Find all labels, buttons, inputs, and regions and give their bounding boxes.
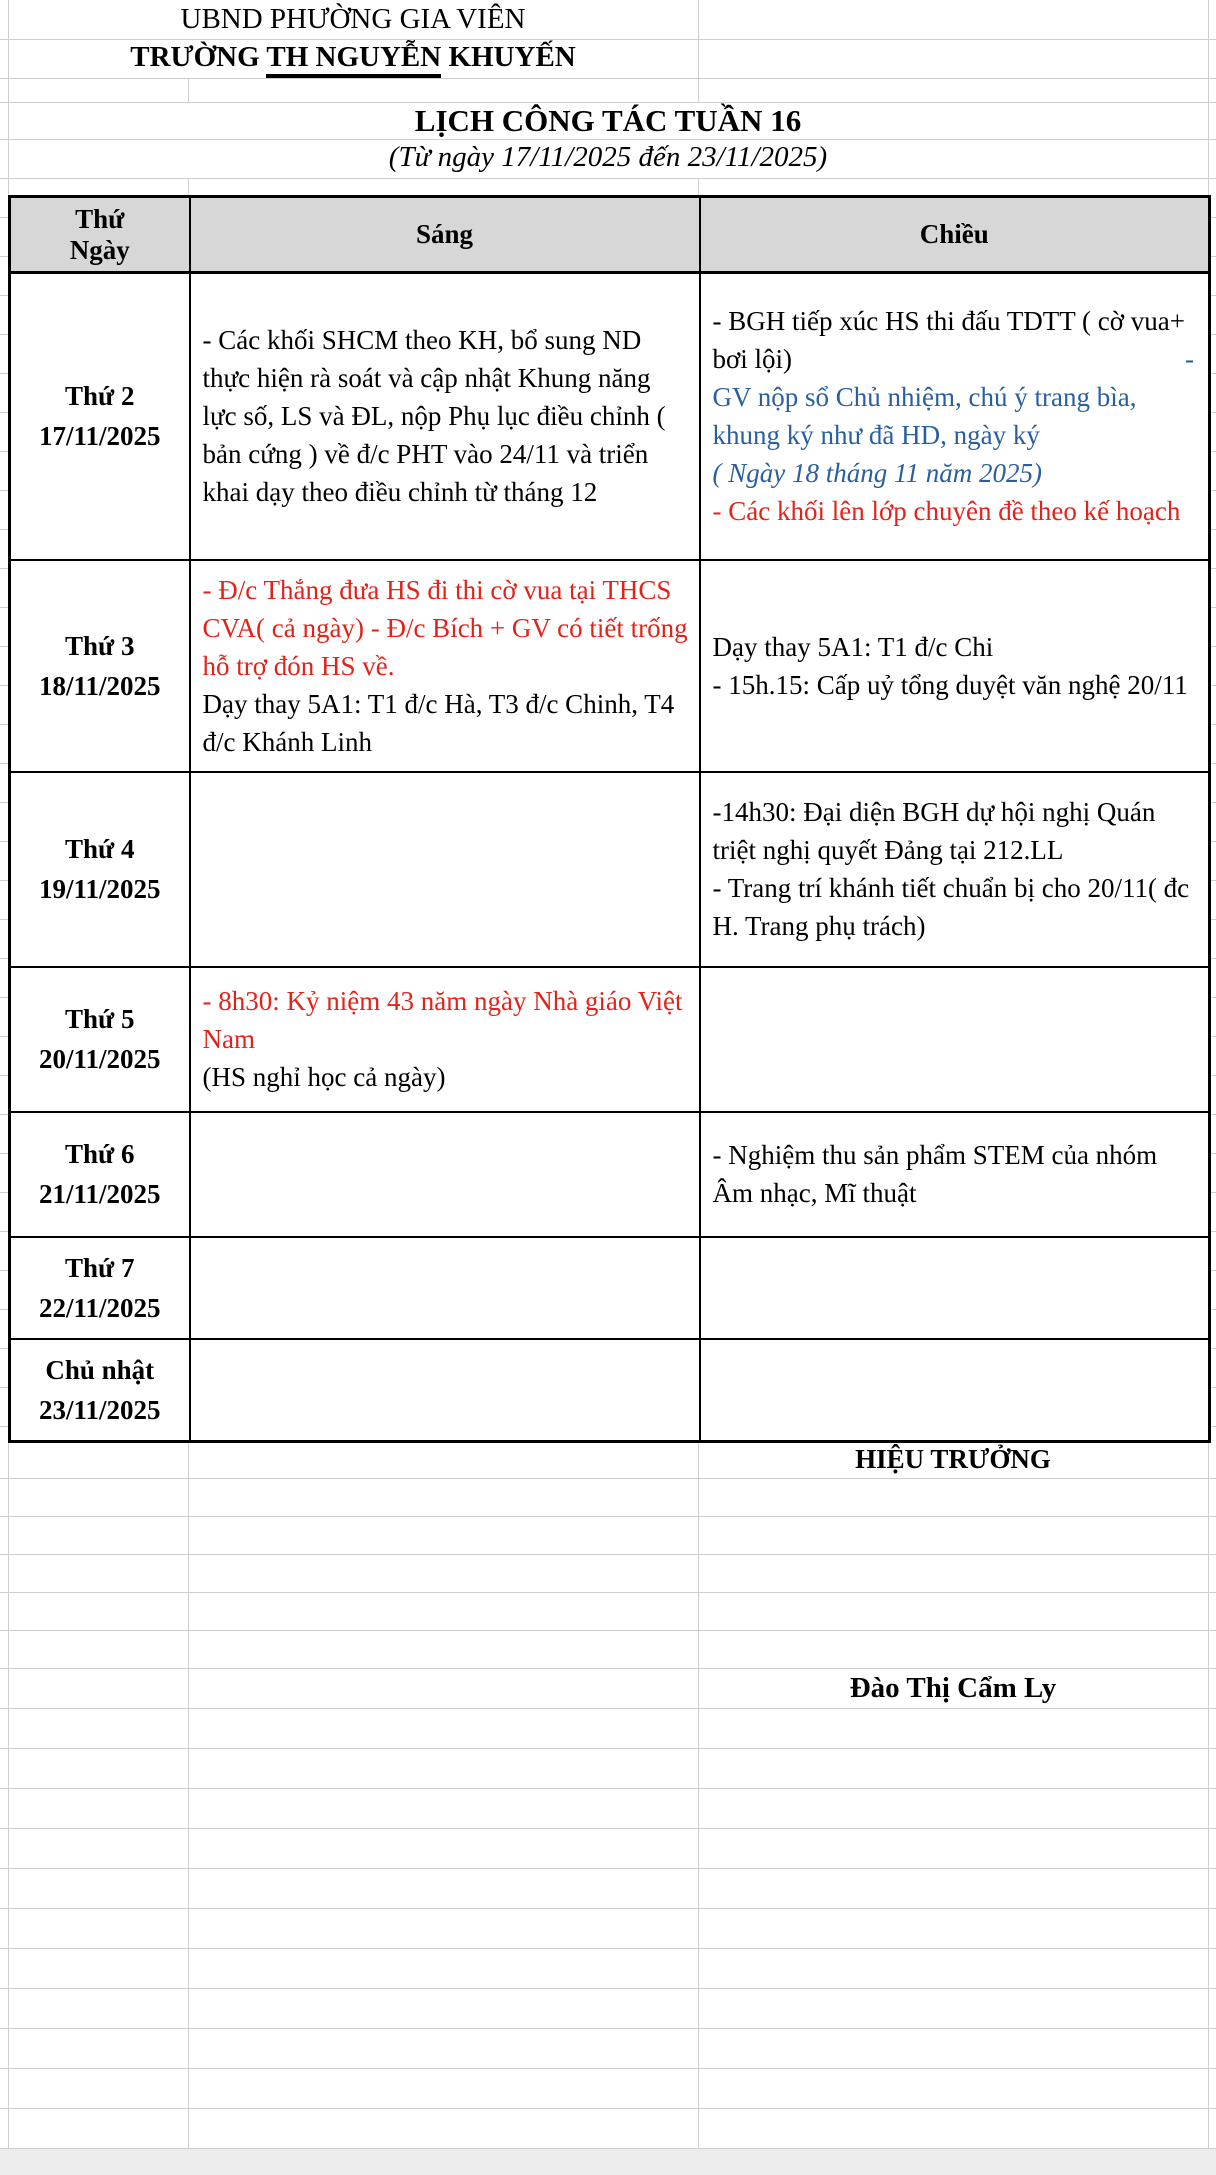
day-date: 21/11/2025 bbox=[38, 1179, 161, 1209]
header-day-line1: Thứ bbox=[75, 203, 125, 234]
signature-role: HIỆU TRƯỞNG bbox=[855, 1444, 1051, 1474]
day-date: 19/11/2025 bbox=[38, 874, 161, 904]
day-label: Thứ 3 bbox=[65, 630, 135, 661]
day-cell[interactable] bbox=[10, 560, 190, 772]
afternoon-cell[interactable] bbox=[700, 560, 1210, 772]
schedule-row bbox=[10, 1112, 1210, 1237]
day-label: Thứ 2 bbox=[65, 381, 135, 412]
morning-cell[interactable] bbox=[190, 772, 700, 967]
schedule-header-row bbox=[10, 197, 1210, 273]
header-day-cell[interactable] bbox=[10, 197, 190, 273]
text-segment: - Trang trí khánh tiết chuẩn bị cho 20/11( đc H. Trang phụ trách) bbox=[712, 873, 1190, 941]
text-segment: - Nghiệm thu sản phẩm STEM của nhóm Âm nhạc, Mĩ thuật bbox=[712, 1140, 1158, 1208]
cell-text bbox=[713, 793, 1201, 945]
text-segment: - 8h30: Kỷ niệm 43 năm ngày Nhà giáo Việt Nam bbox=[202, 986, 683, 1054]
text-segment: Dạy thay 5A1: T1 đ/c Chi bbox=[712, 631, 994, 662]
schedule-row bbox=[10, 772, 1210, 967]
morning-cell[interactable] bbox=[190, 1339, 700, 1442]
page-title: LỊCH CÔNG TÁC TUẦN 16 bbox=[414, 103, 802, 138]
cell-text bbox=[713, 302, 1201, 530]
school-suffix: KHUYẾN bbox=[441, 41, 576, 73]
header-afternoon-cell[interactable]: Chiều bbox=[700, 197, 1210, 273]
text-segment: - 15h.15: Cấp uỷ tổng duyệt văn nghệ 20/11 bbox=[712, 669, 1188, 700]
morning-cell[interactable] bbox=[190, 1112, 700, 1237]
day-date: 22/11/2025 bbox=[38, 1292, 161, 1323]
text-segment: - Đ/c Thắng đưa HS đi thi cờ vua tại THCS CVA( cả ngày) - Đ/c Bích + GV có tiết trống hỗ trợ đón HS về. bbox=[202, 574, 688, 681]
bottom-strip bbox=[0, 2149, 1216, 2175]
school-underlined: TH NGUYỄN bbox=[266, 41, 441, 78]
day-date: 18/11/2025 bbox=[38, 670, 161, 701]
text-segment: - BGH tiếp xúc HS thi đấu TDTT ( cờ vua+ bơi lội) bbox=[712, 306, 1185, 375]
day-label: Thứ 4 bbox=[65, 834, 135, 864]
day-label: Thứ 7 bbox=[65, 1252, 135, 1283]
text-segment: ( Ngày 18 tháng 11 năm 2025) bbox=[712, 458, 1042, 489]
text-segment: - bbox=[1185, 344, 1194, 375]
header-day-line2: Ngày bbox=[69, 234, 130, 265]
day-cell[interactable] bbox=[10, 273, 190, 560]
schedule-row bbox=[10, 560, 1210, 772]
afternoon-cell[interactable] bbox=[700, 273, 1210, 560]
date-range-subtitle: (Từ ngày 17/11/2025 đến 23/11/2025) bbox=[388, 141, 828, 173]
signature-name: Đào Thị Cẩm Ly bbox=[849, 1672, 1057, 1704]
schedule-table bbox=[8, 195, 1211, 1443]
letterhead-org: UBND PHƯỜNG GIA VIÊN bbox=[180, 3, 526, 35]
schedule-row bbox=[10, 967, 1210, 1112]
afternoon-cell[interactable] bbox=[700, 1339, 1210, 1442]
afternoon-cell[interactable] bbox=[700, 772, 1210, 967]
cell-text bbox=[203, 571, 691, 761]
day-cell[interactable] bbox=[10, 1339, 190, 1442]
cell-text bbox=[203, 321, 691, 511]
day-date: 23/11/2025 bbox=[38, 1394, 161, 1425]
morning-cell[interactable] bbox=[190, 273, 700, 560]
morning-cell[interactable] bbox=[190, 1237, 700, 1339]
morning-cell[interactable] bbox=[190, 967, 700, 1112]
afternoon-cell[interactable] bbox=[700, 1112, 1210, 1237]
schedule-row bbox=[10, 273, 1210, 560]
afternoon-cell[interactable] bbox=[700, 967, 1210, 1112]
day-cell[interactable] bbox=[10, 772, 190, 967]
text-segment: GV nộp sổ Chủ nhiệm, chú ý trang bìa, khung ký như đã HD, ngày ký bbox=[712, 382, 1137, 451]
day-label: Thứ 6 bbox=[65, 1139, 135, 1169]
text-segment: Dạy thay 5A1: T1 đ/c Hà, T3 đ/c Chinh, T4 đ/c Khánh Linh bbox=[202, 688, 675, 757]
afternoon-cell[interactable] bbox=[700, 1237, 1210, 1339]
day-date: 17/11/2025 bbox=[38, 421, 161, 452]
text-segment: -14h30: Đại diện BGH dự hội nghị Quán triệt nghị quyết Đảng tại 212.LL bbox=[712, 797, 1156, 865]
cell-text bbox=[713, 628, 1201, 704]
day-cell[interactable] bbox=[10, 1112, 190, 1237]
day-cell[interactable] bbox=[10, 1237, 190, 1339]
day-label: Chủ nhật bbox=[45, 1354, 155, 1385]
morning-cell[interactable] bbox=[190, 560, 700, 772]
text-segment: - Các khối lên lớp chuyên đề theo kế hoạch bbox=[712, 496, 1181, 527]
school-prefix: TRƯỜNG bbox=[130, 41, 267, 73]
text-segment: (HS nghỉ học cả ngày) bbox=[202, 1062, 446, 1092]
letterhead-school bbox=[8, 41, 698, 74]
cell-text bbox=[713, 1136, 1201, 1212]
day-label: Thứ 5 bbox=[65, 1004, 135, 1034]
cell-text bbox=[203, 982, 691, 1096]
schedule-row bbox=[10, 1339, 1210, 1442]
schedule-row bbox=[10, 1237, 1210, 1339]
day-date: 20/11/2025 bbox=[38, 1044, 161, 1074]
text-segment: - Các khối SHCM theo KH, bổ sung ND thực hiện rà soát và cập nhật Khung năng lực số, LS và ĐL, nộp Phụ lục điều chỉnh ( bản cứng ) về đ/c PHT vào 24/11 và triển khai dạy theo điều chỉnh từ tháng 12 bbox=[202, 325, 666, 508]
day-cell[interactable] bbox=[10, 967, 190, 1112]
header-morning-cell[interactable]: Sáng bbox=[190, 197, 700, 273]
